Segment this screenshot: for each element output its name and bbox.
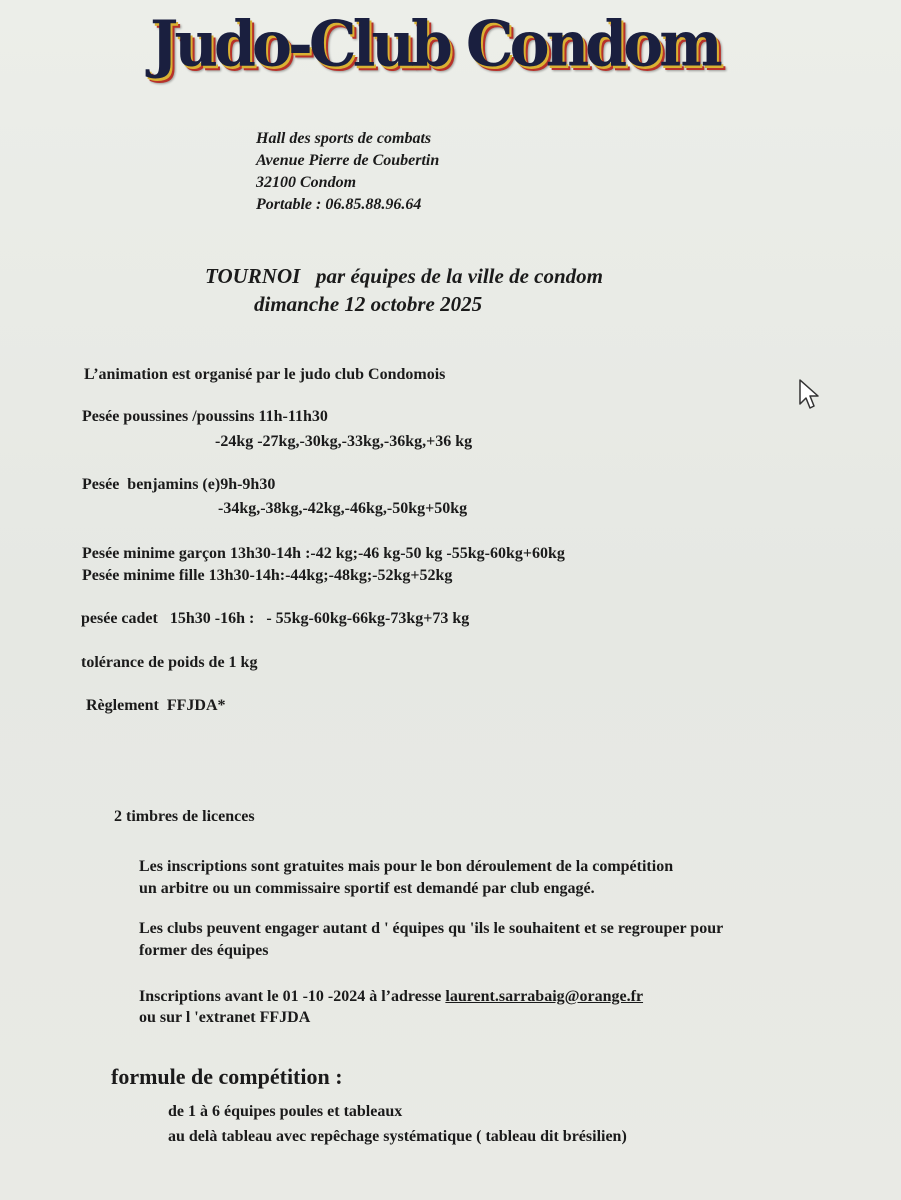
- benjamins-label: Pesée benjamins (e)9h-9h30: [82, 476, 276, 493]
- timbres-line: 2 timbres de licences: [114, 808, 255, 825]
- inscriptions-line-2: un arbitre ou un commissaire sportif est demandé par club engagé.: [139, 880, 595, 897]
- intro-text: L’animation est organisé par le judo club Condomois: [84, 366, 446, 383]
- clubs-line-2: former des équipes: [139, 942, 269, 959]
- formule-line-2: au delà tableau avec repêchage systématique ( tableau dit brésilien): [168, 1128, 627, 1145]
- reglement-line: Règlement FFJDA*: [86, 697, 226, 714]
- tournament-date: dimanche 12 octobre 2025: [254, 292, 483, 316]
- club-logo: Judo-Club Condom: [150, 8, 719, 82]
- minime-garcon-line: Pesée minime garçon 13h30-14h :-42 kg;-46 kg-50 kg -55kg-60kg+60kg: [82, 545, 565, 562]
- clubs-line-1: Les clubs peuvent engager autant d ' équipes qu 'ils le souhaitent et se regrouper pour: [139, 920, 724, 937]
- benjamins-weights: -34kg,-38kg,-42kg,-46kg,-50kg+50kg: [218, 500, 468, 517]
- tournament-title: TOURNOI par équipes de la ville de condom: [205, 264, 603, 288]
- phone-line: Portable : 06.85.88.96.64: [256, 196, 422, 213]
- address-line-3: 32100 Condom: [256, 174, 357, 191]
- mouse-pointer-icon: [798, 378, 820, 412]
- formule-title: formule de compétition :: [111, 1064, 343, 1089]
- deadline-line-2: ou sur l 'extranet FFJDA: [139, 1009, 311, 1026]
- poussins-label: Pesée poussines /poussins 11h-11h30: [82, 408, 328, 425]
- deadline-prefix: Inscriptions avant le 01 -10 -2024 à l’adresse: [139, 988, 446, 1005]
- poussins-weights: -24kg -27kg,-30kg,-33kg,-36kg,+36 kg: [215, 433, 473, 450]
- deadline-line-1: [139, 988, 643, 1006]
- address-line-2: Avenue Pierre de Coubertin: [256, 152, 440, 169]
- address-line-1: Hall des sports de combats: [256, 130, 432, 147]
- formule-line-1: de 1 à 6 équipes poules et tableaux: [168, 1103, 403, 1120]
- minime-fille-line: Pesée minime fille 13h30-14h:-44kg;-48kg;-52kg+52kg: [82, 567, 453, 584]
- cadet-line: pesée cadet 15h30 -16h : - 55kg-60kg-66kg-73kg+73 kg: [81, 610, 470, 627]
- inscriptions-line-1: Les inscriptions sont gratuites mais pour le bon déroulement de la compétition: [139, 858, 674, 875]
- contact-email-link[interactable]: laurent.sarrabaig@orange.fr: [445, 988, 644, 1005]
- tolerance-line: tolérance de poids de 1 kg: [81, 654, 258, 671]
